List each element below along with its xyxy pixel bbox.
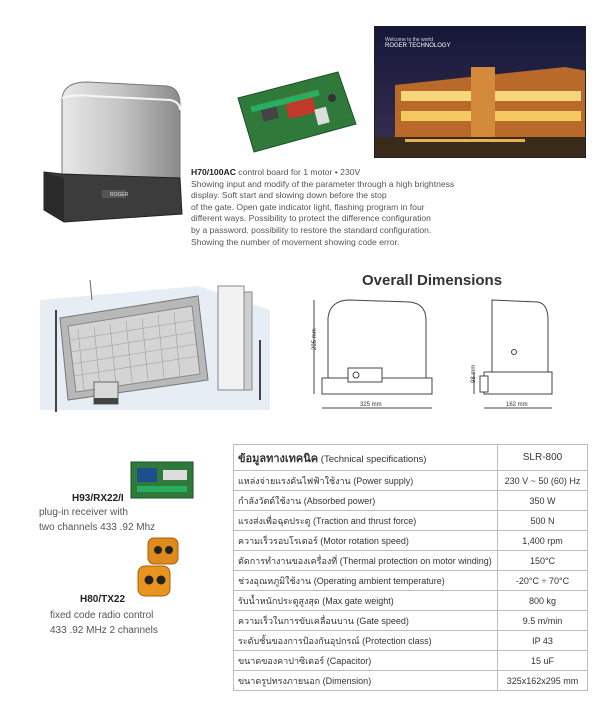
board-desc-line-5: by a password. possibility to restore the standard configuration. bbox=[191, 224, 432, 235]
dim-base-label: 98 mm bbox=[471, 364, 477, 383]
spec-header-thai: ข้อมูลทางเทคนิค bbox=[238, 452, 319, 465]
control-board-image bbox=[228, 68, 358, 158]
spec-label: ตัดการทำงานของเครื่องที่ (Thermal protection on motor winding) bbox=[234, 551, 498, 571]
spec-label: ระดับชั้นของการป้องกันอุปกรณ์ (Protection class) bbox=[234, 631, 498, 651]
remote-model: H80/TX22 bbox=[80, 594, 126, 605]
spec-label: แรงส่งเพื่อฉุดประตู (Traction and thrust force) bbox=[234, 511, 498, 531]
spec-label: ช่วงอุณหภูมิใช้งาน (Operating ambient temperature) bbox=[234, 571, 498, 591]
spec-value: 350 W bbox=[498, 491, 588, 511]
spec-value: 15 uF bbox=[498, 651, 588, 671]
spec-row bbox=[234, 671, 588, 691]
dimensions-title: Overall Dimensions bbox=[362, 272, 503, 289]
side-dimension-drawing bbox=[452, 290, 562, 415]
svg-text:ROGER: ROGER bbox=[110, 192, 129, 198]
spec-row bbox=[234, 631, 588, 651]
dim-depth-label: 162 mm bbox=[506, 402, 528, 408]
spec-label: รับน้ำหนักประตูสูงสุด (Max gate weight) bbox=[234, 591, 498, 611]
board-description bbox=[191, 167, 466, 248]
spec-value: -20°C ÷ 70°C bbox=[498, 571, 588, 591]
board-desc-line-2: display. Soft start and slowing down before the stop bbox=[191, 190, 387, 201]
spec-label: กำลังวัตต์ใช้งาน (Absorbed power) bbox=[234, 491, 498, 511]
remote-desc-1: fixed code radio control bbox=[50, 610, 154, 621]
building-caption-small: Welcome to the world bbox=[385, 37, 433, 43]
spec-header-row bbox=[234, 445, 588, 471]
board-desc-line-0 bbox=[191, 167, 466, 179]
remote-desc-2: 433 .92 MHz 2 channels bbox=[50, 625, 158, 636]
spec-value: 1,400 rpm bbox=[498, 531, 588, 551]
gate-installation-drawing bbox=[38, 280, 270, 422]
company-building-photo bbox=[374, 26, 586, 158]
spec-row bbox=[234, 511, 588, 531]
spec-value: 9.5 m/min bbox=[498, 611, 588, 631]
building-caption-company: ROGER TECHNOLOGY bbox=[385, 43, 451, 49]
spec-label: ความเร็วรอบโรเตอร์ (Motor rotation speed) bbox=[234, 531, 498, 551]
spec-header-english: (Technical specifications) bbox=[318, 453, 427, 465]
spec-label: ขนาดของคาปาซิเตอร์ (Capacitor) bbox=[234, 651, 498, 671]
receiver-model: H93/RX22/I bbox=[72, 493, 124, 504]
receiver-image bbox=[127, 456, 197, 504]
spec-value: 230 V ~ 50 (60) Hz bbox=[498, 471, 588, 491]
board-model: H70/100AC bbox=[191, 167, 236, 177]
spec-value: IP 43 bbox=[498, 631, 588, 651]
spec-row bbox=[234, 611, 588, 631]
spec-value: 800 kg bbox=[498, 591, 588, 611]
spec-header-model: SLR-800 bbox=[498, 445, 588, 471]
spec-row bbox=[234, 491, 588, 511]
receiver-desc-2: two channels 433 .92 Mhz bbox=[39, 522, 156, 533]
spec-row bbox=[234, 651, 588, 671]
front-dimension-drawing bbox=[302, 290, 442, 415]
spec-row bbox=[234, 591, 588, 611]
dim-height-label: 295 mm bbox=[312, 328, 318, 350]
spec-label: ขนาดรูปทรงภายนอก (Dimension) bbox=[234, 671, 498, 691]
spec-value: 325x162x295 mm bbox=[498, 671, 588, 691]
board-desc-line-3: of the gate. Open gate indicator light, flashing program in four bbox=[191, 201, 425, 212]
spec-row bbox=[234, 471, 588, 491]
receiver-desc-1: plug-in receiver with bbox=[39, 507, 128, 518]
spec-value: 150°C bbox=[498, 551, 588, 571]
remote-control-image bbox=[132, 536, 194, 602]
spec-value: 500 N bbox=[498, 511, 588, 531]
spec-label: ความเร็วในการขับเคลื่อนบาน (Gate speed) bbox=[234, 611, 498, 631]
board-model-rest: control board for 1 motor • 230V bbox=[235, 167, 361, 177]
spec-row bbox=[234, 571, 588, 591]
board-desc-line-6: Showing the number of movement showing code error. bbox=[191, 236, 400, 247]
spec-label: แหล่งจ่ายแรงดันไฟฟ้าใช้งาน (Power supply) bbox=[234, 471, 498, 491]
board-desc-line-1: Showing input and modify of the parameter through a high brightness bbox=[191, 178, 455, 189]
spec-table bbox=[233, 444, 588, 691]
motor-product-image bbox=[42, 78, 187, 228]
spec-header-label bbox=[234, 445, 498, 471]
spec-row bbox=[234, 531, 588, 551]
dim-width-label: 325 mm bbox=[360, 402, 382, 408]
board-desc-line-4: different ways. Possibility to protect the difference configuration bbox=[191, 213, 431, 224]
spec-row bbox=[234, 551, 588, 571]
